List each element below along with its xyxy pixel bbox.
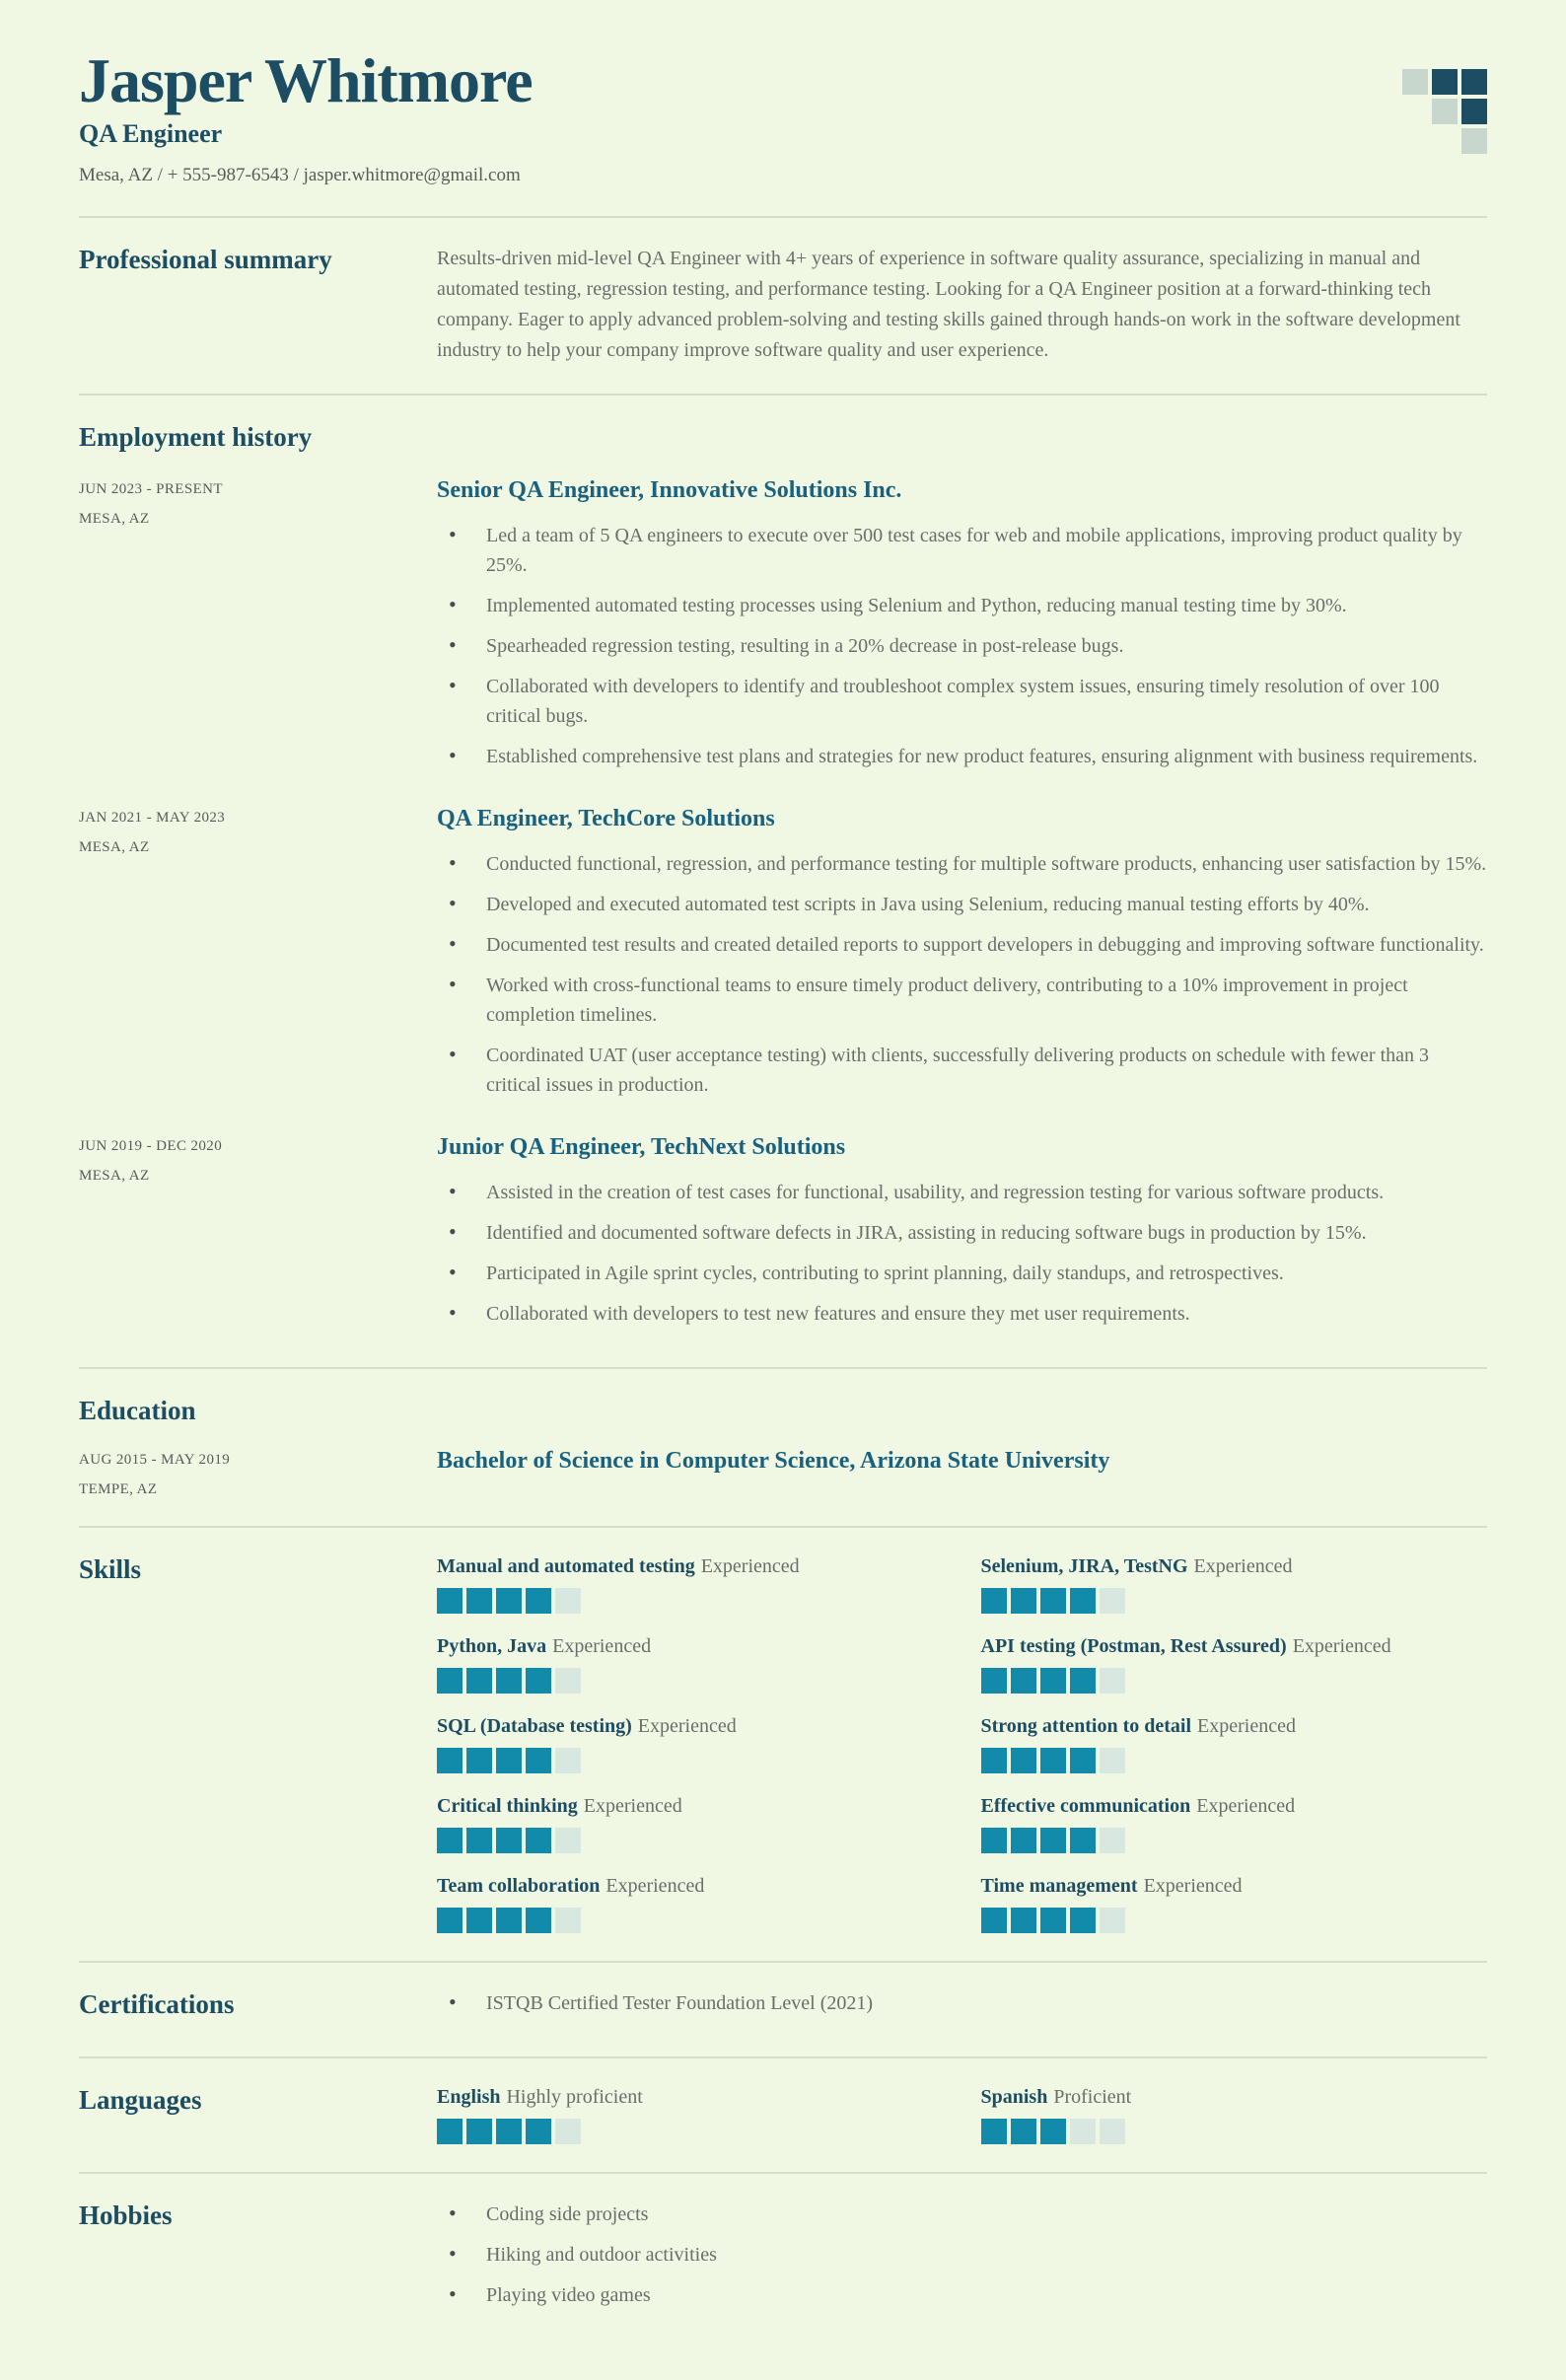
rating-square-filled [466,1908,492,1933]
rating-square-filled [981,1908,1007,1933]
rating-square-filled [466,1588,492,1614]
job-title: Junior QA Engineer, TechNext Solutions [437,1133,846,1160]
hobby-item: • Coding side projects [437,2200,1487,2229]
job-bullet: • Worked with cross-functional teams to ensure timely product delivery, contributing to a 10% improvement in project completion timelines. [437,971,1487,1030]
rating-square-filled [981,1748,1007,1773]
language-rating-bar [981,2119,1488,2144]
skill-rating-bar [437,1828,944,1853]
job-dates: JUN 2019 - DEC 2020 [79,1137,223,1154]
job-dates: JAN 2021 - MAY 2023 [79,809,226,826]
rating-square-filled [437,1668,463,1694]
skill-level: Experienced [1143,1874,1243,1897]
skill-rating-bar [437,1668,944,1694]
rating-square-filled [496,1588,522,1614]
rating-square-filled [526,1588,551,1614]
skill-level: Experienced [1197,1714,1296,1737]
section-hobbies [79,2172,1487,2321]
education-dates: AUG 2015 - MAY 2019 [79,1451,231,1468]
skill-level: Experienced [583,1794,682,1817]
logo-square [1461,69,1487,95]
education-degree: Bachelor of Science in Computer Science, Arizona State University [437,1447,1110,1474]
rating-square-filled [1040,2119,1066,2144]
languages-heading: Languages [79,2084,202,2115]
job-bullet: • Spearheaded regression testing, resulting in a 20% decrease in post-release bugs. [437,631,1487,661]
employment-heading: Employment history [79,422,313,453]
rating-square-filled [1070,1748,1096,1773]
job-location: MESA, AZ [79,510,150,527]
skill-level: Experienced [1193,1554,1293,1577]
rating-square-filled [526,1908,551,1933]
language-level: Proficient [1053,2085,1132,2108]
hobby-list [437,2200,1487,2310]
rating-square-filled [1040,1828,1066,1853]
rating-square-filled [981,1668,1007,1694]
job-bullet: • Led a team of 5 QA engineers to execute over 500 test cases for web and mobile applications, improving product quality by 25%. [437,521,1487,580]
rating-square-filled [1040,1748,1066,1773]
job-entry [79,1132,1487,1339]
rating-square-filled [1070,1908,1096,1933]
rating-square-filled [496,2119,522,2144]
rating-square-filled [981,1588,1007,1614]
certifications-heading: Certifications [79,1988,235,2019]
section-skills [79,1526,1487,1933]
rating-square-filled [1040,1668,1066,1694]
job-bullet: • Assisted in the creation of test cases for functional, usability, and regression testing for various software products. [437,1178,1487,1207]
skill-rating-bar [437,1748,944,1773]
language-item [981,2084,1488,2144]
skill-name: Strong attention to detail [980,1714,1192,1737]
rating-square-filled [437,1748,463,1773]
rating-square-filled [496,1828,522,1853]
job-location: MESA, AZ [79,838,150,855]
hobby-item: • Playing video games [437,2280,1487,2310]
language-name: English [437,2085,501,2108]
hobbies-heading: Hobbies [79,2200,173,2230]
education-entry [79,1446,1487,1498]
skill-name: SQL (Database testing) [437,1714,632,1737]
language-item [437,2084,944,2144]
rating-square-filled [1070,1588,1096,1614]
rating-square-filled [981,1828,1007,1853]
job-title: Senior QA Engineer, Innovative Solutions Inc. [437,476,902,503]
skill-level: Experienced [552,1634,652,1657]
skill-item [437,1553,944,1614]
skill-name: Manual and automated testing [437,1554,695,1577]
hobby-item: • Hiking and outdoor activities [437,2240,1487,2270]
rating-square-filled [437,1828,463,1853]
certification-list [437,1988,1487,2018]
skill-item [981,1713,1488,1773]
skill-item [437,1873,944,1933]
rating-square-filled [1070,1668,1096,1694]
skill-rating-bar [981,1748,1488,1773]
skill-item [981,1633,1488,1694]
summary-text: Results-driven mid-level QA Engineer with 4+ years of experience in software quality assurance, specializing in manual and automated testing, regression testing, and performance testing. Looking for a QA Engineer position at a forward-thinking tech company. Eager to apply advanced problem-solving and testing skills gained through hands-on work in the software development industry to help your company improve software quality and user experience. [437,248,1460,362]
skill-name: Critical thinking [437,1794,578,1817]
skill-level: Experienced [637,1714,737,1737]
rating-square-filled [1070,1828,1096,1853]
rating-square-filled [1011,2119,1036,2144]
skill-name: API testing (Postman, Rest Assured) [980,1634,1287,1657]
skill-item [437,1633,944,1694]
skill-item [981,1793,1488,1853]
logo-square [1461,99,1487,124]
rating-square-filled [1040,1588,1066,1614]
skill-item [981,1873,1488,1933]
section-certifications [79,1961,1487,2029]
logo-square [1432,69,1458,95]
rating-square-filled [466,2119,492,2144]
logo-square-empty [1402,128,1428,154]
candidate-job-title: QA Engineer [79,119,223,149]
header-identity [79,47,533,186]
skill-name: Python, Java [437,1634,547,1657]
skill-level: Experienced [700,1554,800,1577]
job-bullet: • Identified and documented software defects in JIRA, assisting in reducing software bugs in production by 15%. [437,1218,1487,1248]
language-name: Spanish [980,2085,1048,2108]
skill-item [437,1793,944,1853]
job-title: QA Engineer, TechCore Solutions [437,805,775,831]
skill-level: Experienced [1292,1634,1391,1657]
rating-square-empty [1100,1828,1125,1853]
rating-square-empty [555,1588,581,1614]
job-bullet: • Collaborated with developers to identify and troubleshoot complex system issues, ensuring timely resolution of over 100 critical bugs. [437,672,1487,731]
job-location: MESA, AZ [79,1167,150,1184]
language-level: Highly proficient [506,2085,643,2108]
rating-square-empty [555,1828,581,1853]
candidate-name: Jasper Whitmore [79,45,533,115]
rating-square-filled [466,1748,492,1773]
skill-rating-bar [981,1908,1488,1933]
logo-square [1461,128,1487,154]
rating-square-filled [466,1668,492,1694]
education-heading: Education [79,1395,196,1425]
rating-square-empty [555,1908,581,1933]
skill-rating-bar [981,1588,1488,1614]
job-dates: JUN 2023 - PRESENT [79,480,223,497]
rating-square-filled [496,1748,522,1773]
skills-grid [437,1553,1487,1933]
section-professional-summary [79,216,1487,366]
language-rating-bar [437,2119,944,2144]
skill-item [437,1713,944,1773]
logo-square [1432,99,1458,124]
rating-square-filled [526,1828,551,1853]
rating-square-empty [555,1668,581,1694]
certification-item: • ISTQB Certified Tester Foundation Level (2021) [437,1988,1487,2018]
rating-square-empty [1100,1588,1125,1614]
rating-square-filled [1011,1588,1036,1614]
logo-square-empty [1402,99,1428,124]
rating-square-filled [1011,1748,1036,1773]
rating-square-filled [526,1748,551,1773]
rating-square-empty [1070,2119,1096,2144]
section-employment-history [79,394,1487,1338]
skill-name: Effective communication [980,1794,1191,1817]
rating-square-filled [1011,1828,1036,1853]
squares-logo-icon [1402,69,1487,154]
rating-square-filled [1011,1668,1036,1694]
job-bullet-list [437,849,1487,1100]
rating-square-filled [496,1908,522,1933]
section-education [79,1367,1487,1498]
rating-square-filled [496,1668,522,1694]
rating-square-empty [1100,1908,1125,1933]
rating-square-filled [526,1668,551,1694]
header [79,47,1487,186]
skills-heading: Skills [79,1553,142,1584]
rating-square-empty [555,2119,581,2144]
job-bullet-list [437,521,1487,771]
job-bullet: • Collaborated with developers to test new features and ensure they met user requirements. [437,1299,1487,1329]
rating-square-filled [437,1588,463,1614]
skill-item [981,1553,1488,1614]
skill-rating-bar [437,1588,944,1614]
education-location: TEMPE, AZ [79,1480,158,1497]
job-bullet: • Conducted functional, regression, and performance testing for multiple software products, enhancing user satisfaction by 15%. [437,849,1487,879]
rating-square-filled [1040,1908,1066,1933]
languages-grid [437,2084,1487,2144]
logo-square [1402,69,1428,95]
skill-name: Team collaboration [437,1874,601,1897]
skill-name: Selenium, JIRA, TestNG [980,1554,1188,1577]
skill-rating-bar [437,1908,944,1933]
contact-line: Mesa, AZ / + 555-987-6543 / jasper.whitmore@gmail.com [79,165,521,186]
job-bullet: • Participated in Agile sprint cycles, contributing to sprint planning, daily standups, and retrospectives. [437,1259,1487,1288]
skill-name: Time management [980,1874,1138,1897]
skill-rating-bar [981,1828,1488,1853]
rating-square-empty [1100,1668,1125,1694]
rating-square-filled [981,2119,1007,2144]
rating-square-empty [1100,1748,1125,1773]
job-bullet: • Developed and executed automated test scripts in Java using Selenium, reducing manual testing efforts by 40%. [437,890,1487,919]
rating-square-empty [555,1748,581,1773]
rating-square-filled [437,1908,463,1933]
job-bullet: • Implemented automated testing processes using Selenium and Python, reducing manual testing time by 30%. [437,591,1487,620]
job-entry [79,804,1487,1111]
logo-square-empty [1432,128,1458,154]
skill-rating-bar [981,1668,1488,1694]
rating-square-filled [437,2119,463,2144]
job-bullet: • Coordinated UAT (user acceptance testing) with clients, successfully delivering products on schedule with fewer than 3 critical issues in production. [437,1041,1487,1100]
job-bullet: • Established comprehensive test plans and strategies for new product features, ensuring alignment with business requirements. [437,742,1487,771]
skill-level: Experienced [605,1874,705,1897]
rating-square-empty [1100,2119,1125,2144]
job-bullet: • Documented test results and created detailed reports to support developers in debugging and improving software functionality. [437,930,1487,960]
rating-square-filled [1011,1908,1036,1933]
job-bullet-list [437,1178,1487,1329]
section-languages [79,2056,1487,2144]
skill-level: Experienced [1196,1794,1296,1817]
job-entry [79,475,1487,782]
rating-square-filled [526,2119,551,2144]
rating-square-filled [466,1828,492,1853]
summary-heading: Professional summary [79,245,332,275]
